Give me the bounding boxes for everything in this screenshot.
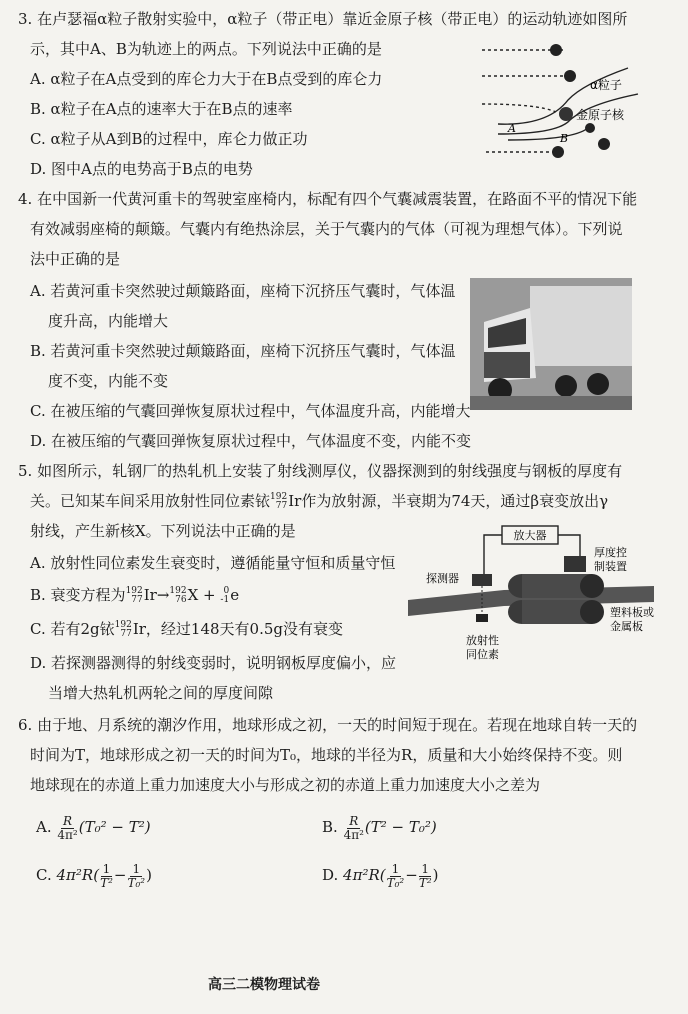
fig-label-nucleus: 金原子核 [576,108,625,122]
q6-option-a: A. $\frac{R}{\text{4π²}}$ (T₀² − T²) [36,813,151,842]
fig-label-source-2: 同位素 [466,648,499,661]
alpha-particle-dot [550,44,562,56]
q4-option-a-line1: A. 若黄河重卡突然驶过颠簸路面，座椅下沉挤压气囊时，气体温 [30,282,456,300]
fig-label-amplifier: 放大器 [513,529,547,542]
q3-option-c: C. α粒子从A到B的过程中，库仑力做正功 [30,130,308,148]
q4-stem-line2: 有效减弱座椅的颠簸。气囊内有绝热涂层，关于气囊内的气体（可视为理想气体）。下列说 [30,220,623,238]
fig-label-plate-2: 金属板 [610,620,643,633]
fig-label-controller-2: 制装置 [594,560,627,573]
fig-label-detector: 探测器 [426,572,459,585]
q5-stem-line1: 5. 如图所示，轧钢厂的热轧机上安装了射线测厚仪，仪器探测到的射线强度与钢板的厚度有 [18,462,623,480]
fig-label-a: A [508,122,516,135]
page-footer: 高三二模物理试卷 [208,977,320,993]
q6-stem-line2: 时间为T，地球形成之初一天的时间为T₀，地球的半径为R，质量和大小始终保持不变。则 [30,746,623,764]
q6-option-d: D. 4π²R( $\frac{1}{\text{T₀²}}$ − $\frac{1}{\text{T²}}$ ) [322,861,439,890]
q4-option-c: C. 在被压缩的气囊回弹恢复原状过程中，气体温度升高，内能增大 [30,402,471,420]
q6-option-c: C. 4π²R( $\frac{1}{\text{T²}}$ − $\frac{1}{\text{T₀²}}$ ) [36,861,152,890]
q3-option-d: D. 图中A点的电势高于B点的电势 [30,160,253,178]
q6-stem-line1: 6. 由于地、月系统的潮汐作用，地球形成之初，一天的时间短于现在。若现在地球自转一天的 [18,716,638,734]
q3-option-b: B. α粒子在A点的速率大于在B点的速率 [30,100,293,118]
fig-label-b: B [560,132,569,145]
q3-option-a: A. α粒子在A点受到的库仑力大于在B点受到的库仑力 [30,70,383,88]
fig-label-plate-1: 塑料板或 [610,606,654,619]
q4-option-b-line2: 度不变，内能不变 [48,372,169,390]
q4-option-a-line2: 度升高，内能增大 [48,312,169,330]
q3-stem-line2: 示，其中A、B为轨迹上的两点。下列说法中正确的是 [30,40,382,58]
q4-stem-line3: 法中正确的是 [30,250,121,268]
fig-label-alpha: α粒子 [590,78,622,92]
q6-option-b: B. $\frac{R}{\text{4π²}}$ (T² − T₀²) [322,813,437,842]
fig-label-controller-1: 厚度控 [594,546,627,559]
rutherford-scattering-figure [478,34,658,164]
q5-option-d-line1: D. 若探测器测得的射线变弱时，说明钢板厚度偏小，应 [30,654,397,672]
q4-stem-line1: 4. 在中国新一代黄河重卡的驾驶室座椅内，标配有四个气囊减震装置，在路面不平的情况下能 [18,190,638,208]
q5-stem-line2: 关。已知某车间采用放射性同位素铱 192 77 Ir作为放射源，半衰期为74天，通过β衰变放出γ [30,492,609,511]
q4-option-d: D. 在被压缩的气囊回弹恢复原状过程中，气体温度不变，内能不变 [30,432,472,450]
fig-label-source-1: 放射性 [466,634,499,647]
thickness-gauge-figure [404,520,674,670]
truck-photo [470,278,632,410]
q5-option-a: A. 放射性同位素发生衰变时，遵循能量守恒和质量守恒 [30,554,396,572]
q6-stem-line3: 地球现在的赤道上重力加速度大小与形成之初的赤道上重力加速度大小之差为 [30,776,541,794]
q3-stem-line1: 3. 在卢瑟福α粒子散射实验中，α粒子（带正电）靠近金原子核（带正电）的运动轨迹如图所 [18,10,628,28]
q4-option-b-line1: B. 若黄河重卡突然驶过颠簸路面，座椅下沉挤压气囊时，气体温 [30,342,456,360]
q5-option-c: C. 若有2g铱 192 77 Ir，经过148天有0.5g没有衰变 [30,620,344,639]
q5-option-d-line2: 当增大热轧机两轮之间的厚度间隙 [48,684,274,702]
q5-stem-line3: 射线，产生新核X。下列说法中正确的是 [30,522,296,540]
q5-option-b: B. 衰变方程为 192 77 Ir→ 192 76 X + 0 -1 e [30,586,240,605]
